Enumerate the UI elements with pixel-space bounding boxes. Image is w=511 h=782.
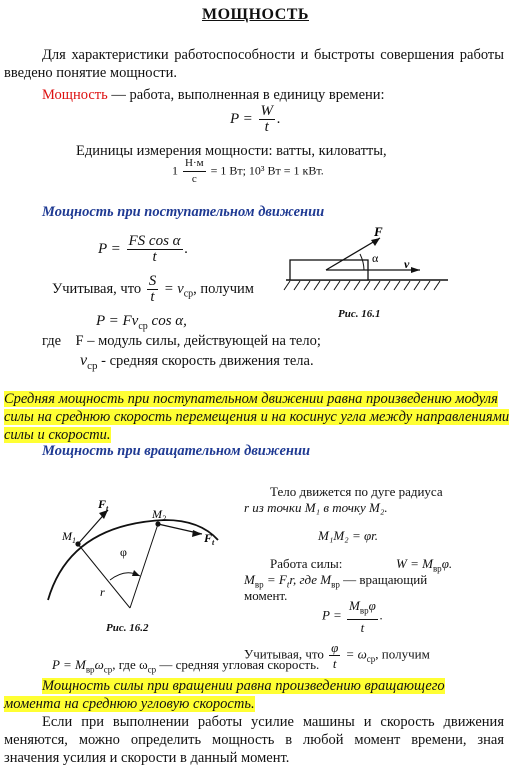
rot-formula-num-sub: вр [359,605,369,616]
given-end: , получим [193,280,254,297]
definition-term: Мощность [42,87,108,103]
work-formula-sub: вр [432,563,442,574]
definition-dash: — [107,87,130,103]
given-numerator: S [148,273,157,289]
rot-given-sub: ср [366,654,376,665]
where-v-sub: ср [87,359,98,372]
m2-label: $M_2$ [152,507,166,523]
radius-line-2 [130,524,158,608]
rot-given-pre: Учитывая, что [244,646,324,662]
figure-16-2 [40,496,230,611]
work-formula-main: W = M [396,556,433,571]
power-formula-main [230,104,281,135]
formula-end: . [277,110,281,127]
result-tail: — средняя угловая скорость. [156,657,320,672]
result-main: P = M [52,657,86,672]
formula-lhs: P = [230,110,253,127]
m1-label: $M_1$ [62,529,76,545]
rot-formula-lhs: P = [322,607,342,623]
result-rest: , где ω [112,657,148,672]
where-line-force [42,332,321,350]
section-heading-translational: Мощность при поступательном движении [42,204,325,220]
conclusion-rotational-text: Мощность силы при вращении равна произведению вращающего момента на среднюю угловую скорость. [4,678,445,712]
phi-label: φ [120,545,127,559]
rotational-power-formula [322,598,383,635]
rot-given-den: t [332,656,337,671]
formula-numerator: W [260,103,274,119]
arc-formula: M₁M₂ = φr. [318,528,379,543]
ground-hatch [284,281,440,290]
formula1-numerator: FS cos α [128,233,181,249]
power-formula-translational [98,234,188,265]
result-sub3: ср [147,664,157,675]
given-pre: Учитывая, что [52,280,142,297]
angle-label: α [372,251,379,265]
moment-m: M [244,572,255,587]
moment-sub3: вр [331,579,340,590]
formula1-lhs: P = [98,240,121,257]
result-sub: вр [85,664,95,675]
outro-paragraph: Если при выполнении работы усилие машины и скорость движения меняются, можно определить мощность в любой момент времени, зная значения усилия и скорости в данный момент. [4,714,504,766]
work-label: Работа силы: [270,556,343,571]
formula2-end: cos α, [147,313,187,329]
formula1-end: . [184,240,189,257]
conclusion-translational [4,390,510,444]
rotational-result [52,657,319,675]
moment-rest: = F [263,572,287,587]
result-sub2: ср [103,664,113,675]
given-line-translational [52,274,254,305]
moment-tail: — вращающий [339,572,428,587]
radius-label: r [100,585,105,599]
formula-denominator: t [264,119,269,135]
moment-sub2: t [286,579,290,590]
figure-16-1-caption: Рис. 16.1 [338,308,381,320]
units-numerator: Н·м [183,156,206,172]
given-denominator: t [150,289,155,305]
force-label: F [374,224,383,239]
where-v: v [80,352,88,369]
velocity-label: v [404,257,410,271]
formula1-denominator: t [152,249,157,265]
section-heading-rotational: Мощность при вращательном движении [42,443,311,459]
figure-16-2-caption: Рис. 16.2 [106,622,149,634]
units-formula [172,156,324,187]
rot-given-end: , получим [375,646,430,662]
definition-text: работа, выполненная в единицу времени: [129,87,385,103]
moment-line-2: момент. [244,588,288,603]
power-formula-velocity [96,313,187,332]
units-post: = 1 Вт; 10³ Вт = 1 кВт. [210,163,324,178]
where-line-velocity [80,352,314,375]
formula2-sub: ср [138,321,148,332]
definition-line [42,86,385,104]
units-denominator: с [191,173,197,185]
work-formula [396,556,452,574]
conclusion-rotational [4,677,474,713]
moment-line-1 [244,572,427,590]
rot-given-post: = ω [345,646,367,662]
rotation-text-2: r из точки M₁ в точку M₂. [244,500,388,515]
ft1-label: $F_t$ [98,497,109,513]
where-force: F – модуль силы, действующей на тело; [75,333,321,349]
rot-formula-end: . [379,607,384,623]
result-mid: ω [94,657,104,672]
where-v-text: - средняя скорость движения тела. [97,353,314,369]
units-text: Единицы измерения мощности: ватты, киловатты, [76,143,387,159]
ft2-label: $F_t$ [204,531,215,547]
conclusion-translational-text: Средняя мощность при поступательном движении равна произведению модуля силы на среднюю скорость перемещения и на косинус угла между направлениями силы и скорости. [4,391,510,443]
moment-end: r, где M [289,572,332,587]
work-formula-end: φ. [441,556,453,571]
given-sub: ср [183,288,194,300]
rot-given-num: φ [331,640,339,655]
rot-formula-num: M [348,598,360,613]
where-label: где [42,333,62,349]
rotation-text-1: Тело движется по дуге радиуса [270,484,443,499]
units-pre: 1 [172,163,178,178]
rot-formula-den: t [360,619,365,635]
page-title: МОЩНОСТЬ [201,6,309,23]
given-post: = v [163,280,184,297]
rot-formula-num-end: φ [368,598,376,613]
formula2-main: P = Fv [96,313,139,329]
figure-16-1 [280,224,455,299]
moment-sub: вр [254,579,264,590]
intro-paragraph: Для характеристики работоспособности и быстроты совершения работы введено понятие мощности. [4,47,504,81]
